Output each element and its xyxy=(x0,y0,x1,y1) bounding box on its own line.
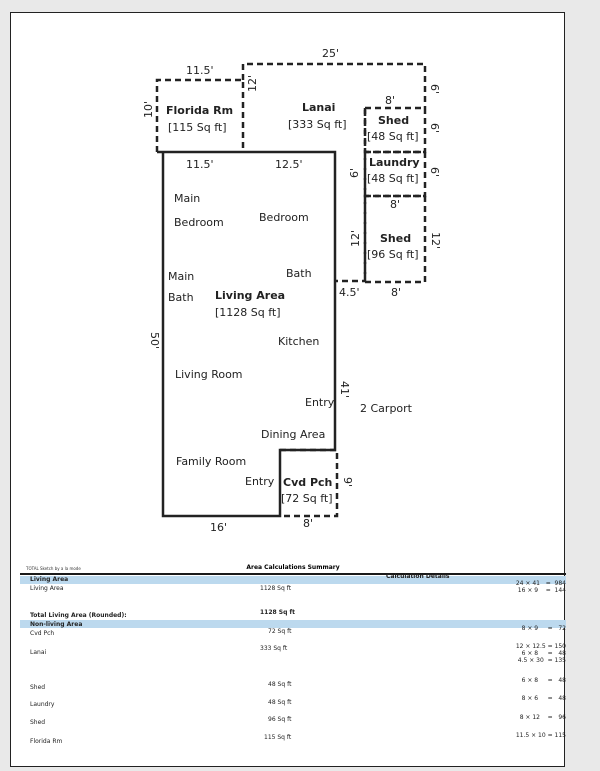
row-cvd-pch-area: 72 Sq ft xyxy=(268,628,292,635)
shed-top-area: [48 Sq ft] xyxy=(367,130,419,143)
room-main-bath-2: Bath xyxy=(168,291,194,304)
calculation-details-header: Calculation Details xyxy=(386,573,450,580)
row-laundry-name: Laundry xyxy=(30,701,55,708)
living-area-header: Living Area xyxy=(30,576,69,583)
dim-florida-left: 10' xyxy=(142,100,155,118)
row-shed-2-area: 96 Sq ft xyxy=(268,716,292,723)
cvd-pch-area: [72 Sq ft] xyxy=(281,492,333,505)
dim-florida-12: 12' xyxy=(246,74,259,92)
lanai-label: Lanai xyxy=(302,101,336,114)
room-main-bedroom-1: Main xyxy=(174,192,201,205)
row-cvd-pch-calc: 8 × 9 = 72 xyxy=(521,625,566,632)
room-family-room: Family Room xyxy=(176,455,247,468)
row-lanai-area: 333 Sq ft xyxy=(260,645,288,652)
dim-shed2-bottom-8: 8' xyxy=(391,286,402,299)
row-florida-rm-name: Florida Rm xyxy=(30,738,63,745)
room-dining-area: Dining Area xyxy=(261,428,326,441)
living-row-calc: 24 × 41 = 984 16 × 9 = 144 xyxy=(515,580,566,594)
row-shed-1-name: Shed xyxy=(30,684,46,691)
dim-living-left-50: 50' xyxy=(148,332,161,350)
area-calculations-summary xyxy=(20,566,566,764)
row-lanai-name: Lanai xyxy=(30,649,47,656)
room-living-room: Living Room xyxy=(175,368,243,381)
room-bath: Bath xyxy=(286,267,312,280)
row-lanai-calc: 12 × 12.5 = 150 6 × 8 = 48 4.5 × 30 = 135 xyxy=(515,643,566,664)
dim-shed-top-8: 8' xyxy=(385,94,396,107)
room-main-bath-1: Main xyxy=(168,270,195,283)
room-bedroom: Bedroom xyxy=(259,211,309,224)
cvd-pch-label: Cvd Pch xyxy=(283,476,333,489)
sketch-credit: TOTAL Sketch by a la mode xyxy=(26,566,81,571)
dim-living-top-11-5: 11.5' xyxy=(186,158,214,171)
non-living-header: Non-living Area xyxy=(30,621,83,628)
room-main-bedroom-2: Bedroom xyxy=(174,216,224,229)
row-shed-1-area: 48 Sq ft xyxy=(268,681,292,688)
laundry-label: Laundry xyxy=(369,156,420,169)
living-area-area: [1128 Sq ft] xyxy=(215,306,281,319)
room-kitchen: Kitchen xyxy=(278,335,320,348)
dim-step-4-5: 4.5' xyxy=(339,286,360,299)
row-cvd-pch-name: Cvd Pch xyxy=(30,630,55,637)
dim-pch-bottom-8: 8' xyxy=(303,517,314,530)
living-row-area: 1128 Sq ft xyxy=(260,585,292,592)
dim-florida-top: 11.5' xyxy=(186,64,214,77)
shed-top-label: Shed xyxy=(378,114,410,127)
lanai-area: [333 Sq ft] xyxy=(288,118,347,131)
dim-laundry-left-6: 6' xyxy=(348,167,361,178)
total-living-value: 1128 Sq ft xyxy=(260,609,295,616)
laundry-area: [48 Sq ft] xyxy=(367,172,419,185)
florida-rm-area: [115 Sq ft] xyxy=(168,121,227,134)
row-florida-rm-area: 115 Sq ft xyxy=(264,734,292,741)
shed-bottom-area: [96 Sq ft] xyxy=(367,248,419,261)
dim-laundry-right-6: 6' xyxy=(428,167,441,178)
non-living-band xyxy=(20,620,566,628)
row-shed-2-calc: 8 × 12 = 96 xyxy=(519,714,566,721)
row-shed-2-name: Shed xyxy=(30,719,46,726)
shed-bottom-label: Shed xyxy=(380,232,412,245)
room-carport: 2 Carport xyxy=(360,402,412,415)
row-florida-rm-calc: 11.5 × 10 = 115 xyxy=(515,732,566,739)
row-shed-1-calc: 6 × 8 = 48 xyxy=(521,677,566,684)
florida-rm-label: Florida Rm xyxy=(166,104,234,117)
dim-living-right-41: 41' xyxy=(338,381,351,399)
dim-top-25: 25' xyxy=(322,47,340,60)
dim-shed2-right-12: 12' xyxy=(429,232,442,250)
dim-shed-right-6a: 6' xyxy=(428,84,441,95)
summary-rule xyxy=(20,573,566,575)
room-entry-bottom: Entry xyxy=(245,475,275,488)
dim-living-top-12-5: 12.5' xyxy=(275,158,303,171)
total-living-label: Total Living Area (Rounded): xyxy=(30,612,127,619)
summary-title: Area Calculations Summary xyxy=(246,564,340,571)
living-row-name: Living Area xyxy=(30,585,64,592)
dim-bottom-16: 16' xyxy=(210,521,228,534)
room-entry-right: Entry xyxy=(305,396,335,409)
row-laundry-calc: 8 × 6 = 48 xyxy=(521,695,566,702)
row-laundry-area: 48 Sq ft xyxy=(268,699,292,706)
dim-shed2-top-8: 8' xyxy=(390,198,401,211)
dim-shed-right-6b: 6' xyxy=(428,123,441,134)
living-area-band xyxy=(20,576,566,584)
dim-pch-right-9: 9' xyxy=(341,477,354,488)
living-area-label: Living Area xyxy=(215,289,286,302)
dim-shed2-left-12: 12' xyxy=(349,229,362,247)
